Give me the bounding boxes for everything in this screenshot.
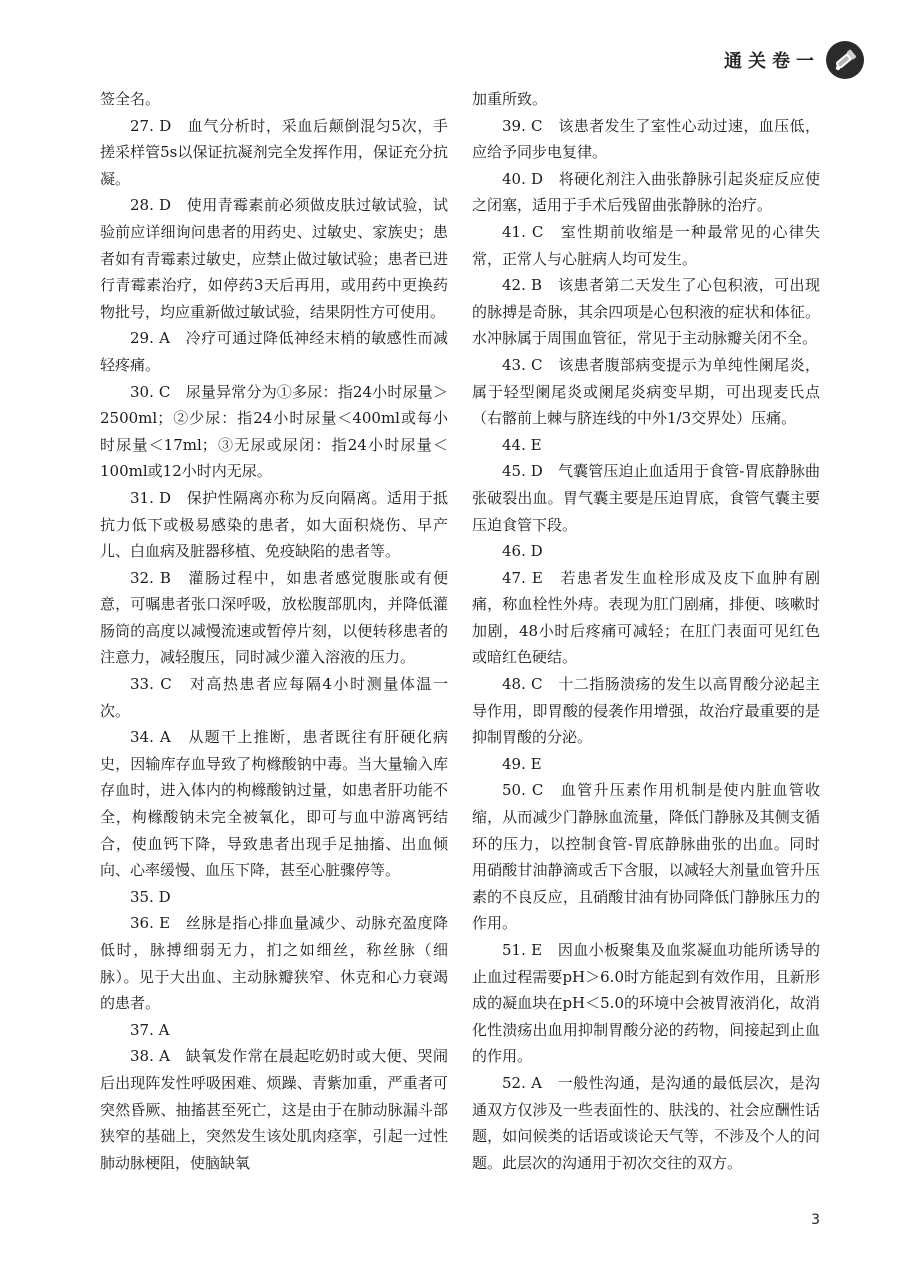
paragraph: 签全名。 <box>100 90 161 108</box>
answer-51: 51. E 因血小板聚集及血浆凝血功能所诱导的止血过程需要pH＞6.0时方能起到有效作用，且新形成的凝血块在pH＜5.0的环境中会被胃液消化，故消化性溃疡出血用抑制胃酸分泌的药物，间接起到止血的作用。 <box>472 941 820 1066</box>
answer-27: 27. D 血气分析时，采血后颠倒混匀5次，手搓采样管5s以保证抗凝剂完全发挥作用，保证充分抗凝。 <box>100 116 448 188</box>
answer-50: 50. C 血管升压素作用机制是使内脏血管收缩，从而减少门静脉血流量，降低门静脉及其侧支循环的压力，以控制食管-胃底静脉曲张的出血。同时用硝酸甘油静滴或舌下含服，以减轻大剂量血管升压素的不良反应，且硝酸甘油有协同降低门静脉压力的作用。 <box>472 781 820 933</box>
answer-52: 52. A 一般性沟通，是沟通的最低层次，是沟通双方仅涉及一些表面性的、肤浅的、社会应酬性话题，如问候类的话语或谈论天气等，不涉及个人的问题。此层次的沟通用于初次交往的双方。 <box>472 1073 820 1172</box>
page-number: 3 <box>811 1212 820 1228</box>
answer-48: 48. C 十二指肠溃疡的发生以高胃酸分泌起主导作用，即胃酸的侵袭作用增强，故治疗最重要的是抑制胃酸的分泌。 <box>472 675 820 747</box>
answer-34: 34. A 从题干上推断，患者既往有肝硬化病史，因输库存血导致了枸橼酸钠中毒。当大量输入库存血时，进入体内的枸橼酸钠过量，如患者肝功能不全，枸橼酸钠未完全被氧化，即可与血中游离钙结合，使血钙下降，导致患者出现手足抽搐、出血倾向、心率缓慢、血压下降，甚至心脏骤停等。 <box>100 728 448 880</box>
right-column <box>472 86 820 1206</box>
answer-31: 31. D 保护性隔离亦称为反向隔离。适用于抵抗力低下或极易感染的患者，如大面积烧伤、早产儿、白血病及脏器移植、免疫缺陷的患者等。 <box>100 488 448 561</box>
section-badge-icon <box>826 41 864 79</box>
answer-36: 36. E 丝脉是指心排血量减少、动脉充盈度降低时，脉搏细弱无力，扪之如细丝，称丝脉（细脉）。见于大出血、主动脉瓣狭窄、休克和心力衰竭的患者。 <box>100 914 448 1013</box>
answer-38: 38. A 缺氧发作常在晨起吃奶时或大便、哭闹后出现阵发性呼吸困难、烦躁、青紫加重，严重者可突然昏厥、抽搐甚至死亡，这是由于在肺动脉漏斗部狭窄的基础上，突然发生该处肌肉痉挛，引起一过性肺动脉梗阻，使脑缺氧 <box>100 1047 448 1172</box>
answer-42: 42. B 该患者第二天发生了心包积液，可出现的脉搏是奇脉，其余四项是心包积液的症状和体征。水冲脉属于周围血管征，常见于主动脉瓣关闭不全。 <box>472 276 820 348</box>
answer-30: 30. C 尿量异常分为①多尿：指24小时尿量＞2500ml；②少尿：指24小时尿量＜400ml或每小时尿量＜17ml；③无尿或尿闭：指24小时尿量＜100ml或12小时内无尿。 <box>100 382 448 481</box>
answer-explanations <box>100 86 820 1206</box>
page-header <box>724 40 864 80</box>
answer-32: 32. B 灌肠过程中，如患者感觉腹胀或有便意，可嘱患者张口深呼吸，放松腹部肌肉，并降低灌肠筒的高度以减慢流速或暂停片刻，以便转移患者的注意力，减轻腹压，同时减少灌入溶液的压力。 <box>100 568 448 667</box>
answer-35: 35. D <box>130 887 171 906</box>
section-title: 通关卷一 <box>724 51 820 72</box>
answer-28: 28. D 使用青霉素前必须做皮肤过敏试验，试验前应详细询问患者的用药史、过敏史、家族史；患者如有青霉素过敏史，应禁止做过敏试验；患者已进行青霉素治疗，如停药3天后再用，或用药中更换药物批号，均应重新做过敏试验，结果阴性方可使用。 <box>100 196 448 321</box>
answer-49: 49. E <box>502 754 542 773</box>
paragraph: 加重所致。 <box>472 90 548 108</box>
answer-37: 37. A <box>130 1020 170 1039</box>
answer-46: 46. D <box>502 542 543 561</box>
answer-43: 43. C 该患者腹部病变提示为单纯性阑尾炎，属于轻型阑尾炎或阑尾炎病变早期，可出现麦氏点（右髂前上棘与脐连线的中外1/3交界处）压痛。 <box>472 355 820 428</box>
answer-47: 47. E 若患者发生血栓形成及皮下血肿有剧痛，称血栓性外痔。表现为肛门剧痛，排便、咳嗽时加剧，48小时后疼痛可减轻；在肛门表面可见红色或暗红色硬结。 <box>472 568 820 667</box>
answer-44: 44. E <box>502 435 542 454</box>
answer-33: 33. C 对高热患者应每隔4小时测量体温一次。 <box>100 675 448 720</box>
answer-29: 29. A 冷疗可通过降低神经末梢的敏感性而减轻疼痛。 <box>100 329 448 374</box>
left-column <box>100 86 448 1206</box>
answer-45: 45. D 气囊管压迫止血适用于食管-胃底静脉曲张破裂出血。胃气囊主要是压迫胃底，食管气囊主要压迫食管下段。 <box>472 462 820 534</box>
answer-39: 39. C 该患者发生了室性心动过速，血压低，应给予同步电复律。 <box>472 116 820 162</box>
answer-40: 40. D 将硬化剂注入曲张静脉引起炎症反应使之闭塞，适用于手术后残留曲张静脉的治疗。 <box>472 169 820 215</box>
answer-41: 41. C 室性期前收缩是一种最常见的心律失常，正常人与心脏病人均可发生。 <box>472 222 820 268</box>
